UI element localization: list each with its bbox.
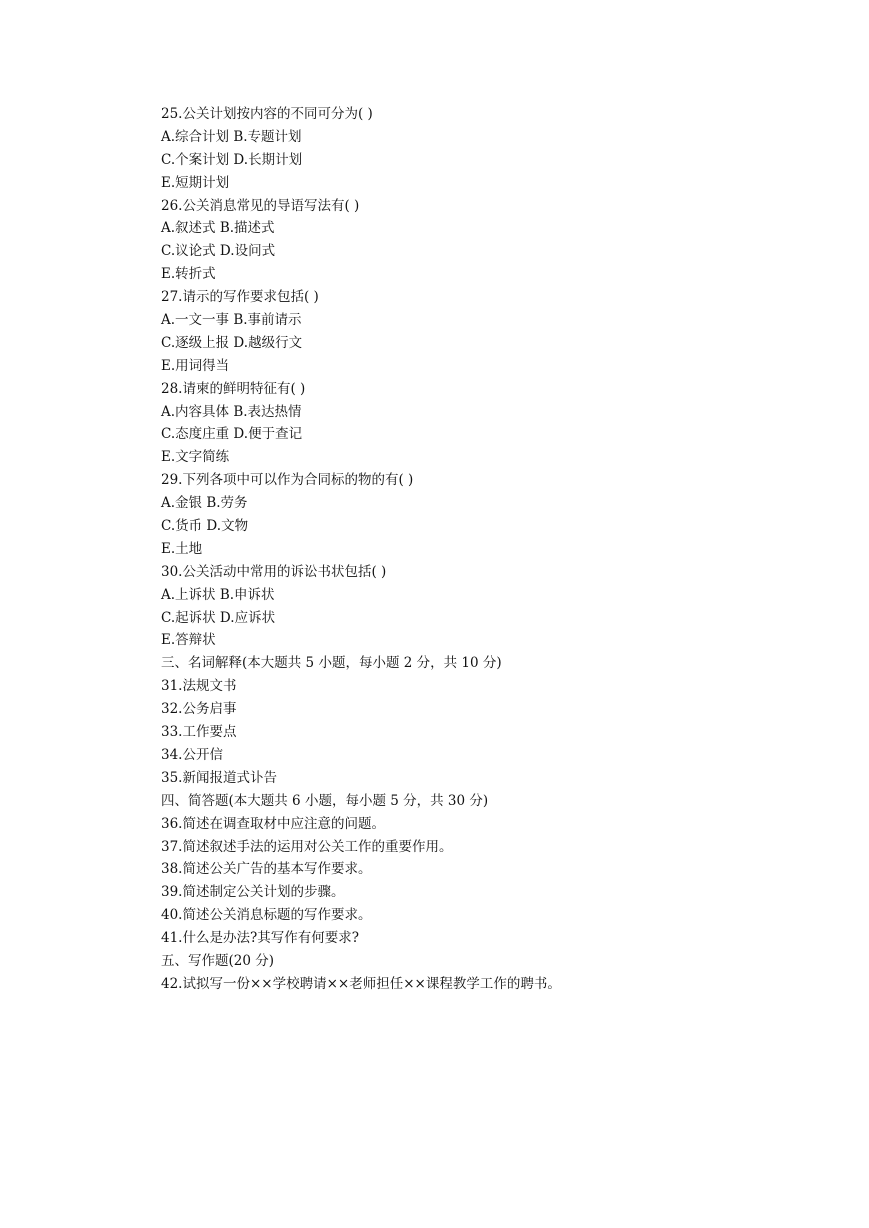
question-38: 38.简述公关广告的基本写作要求。 <box>161 861 372 878</box>
option-line: C.货币 D.文物 <box>161 518 249 535</box>
question-40: 40.简述公关消息标题的写作要求。 <box>161 907 372 924</box>
question-41: 41.什么是办法?其写作有何要求? <box>161 930 359 947</box>
option-line: E.转折式 <box>161 266 216 283</box>
option-line: C.起诉状 D.应诉状 <box>161 609 276 626</box>
question-32: 32.公务启事 <box>161 701 237 718</box>
question-25: 25.公关计划按内容的不同可分为( ) <box>161 106 373 122</box>
question-35: 35.新闻报道式讣告 <box>161 769 277 786</box>
question-31: 31.法规文书 <box>161 678 237 695</box>
question-37: 37.简述叙述手法的运用对公关工作的重要作用。 <box>161 838 453 855</box>
option-line: A.上诉状 B.申诉状 <box>161 586 275 603</box>
option-line: C.议论式 D.设问式 <box>161 243 276 260</box>
option-line: A.内容具体 B.表达热情 <box>161 403 302 420</box>
option-line: E.土地 <box>161 540 203 557</box>
question-30: 30.公关活动中常用的诉讼书状包括( ) <box>161 563 387 580</box>
question-39: 39.简述制定公关计划的步骤。 <box>161 884 345 901</box>
option-line: C.态度庄重 D.便于查记 <box>161 426 303 443</box>
section-heading-5: 五、写作题(20 分) <box>161 952 275 969</box>
option-line: E.文字简练 <box>161 449 230 466</box>
option-line: E.答辩状 <box>161 632 216 649</box>
option-line: A.金银 B.劳务 <box>161 495 248 512</box>
section-heading-4: 四、简答题(本大题共 6 小题，每小题 5 分，共 30 分) <box>161 792 489 809</box>
question-33: 33.工作要点 <box>161 724 237 741</box>
exam-text <box>161 103 841 996</box>
section-heading-3: 三、名词解释(本大题共 5 小题，每小题 2 分，共 10 分) <box>161 655 502 672</box>
question-36: 36.简述在调查取材中应注意的问题。 <box>161 815 385 832</box>
option-line: E.短期计划 <box>161 174 230 191</box>
option-line: A.一文一事 B.事前请示 <box>161 312 302 329</box>
option-line: C.逐级上报 D.越级行文 <box>161 334 303 351</box>
question-34: 34.公开信 <box>161 746 223 763</box>
question-27: 27.请示的写作要求包括( ) <box>161 289 319 306</box>
question-29: 29.下列各项中可以作为合同标的物的有( ) <box>161 472 414 489</box>
option-line: E.用词得当 <box>161 357 230 374</box>
option-line: A.叙述式 B.描述式 <box>161 220 275 237</box>
option-line: C.个案计划 D.长期计划 <box>161 151 303 168</box>
question-42: 42.试拟写一份××学校聘请××老师担任××课程教学工作的聘书。 <box>161 975 561 992</box>
question-26: 26.公关消息常见的导语写法有( ) <box>161 197 360 214</box>
question-28: 28.请柬的鲜明特征有( ) <box>161 380 306 397</box>
option-line: A.综合计划 B.专题计划 <box>161 128 302 145</box>
